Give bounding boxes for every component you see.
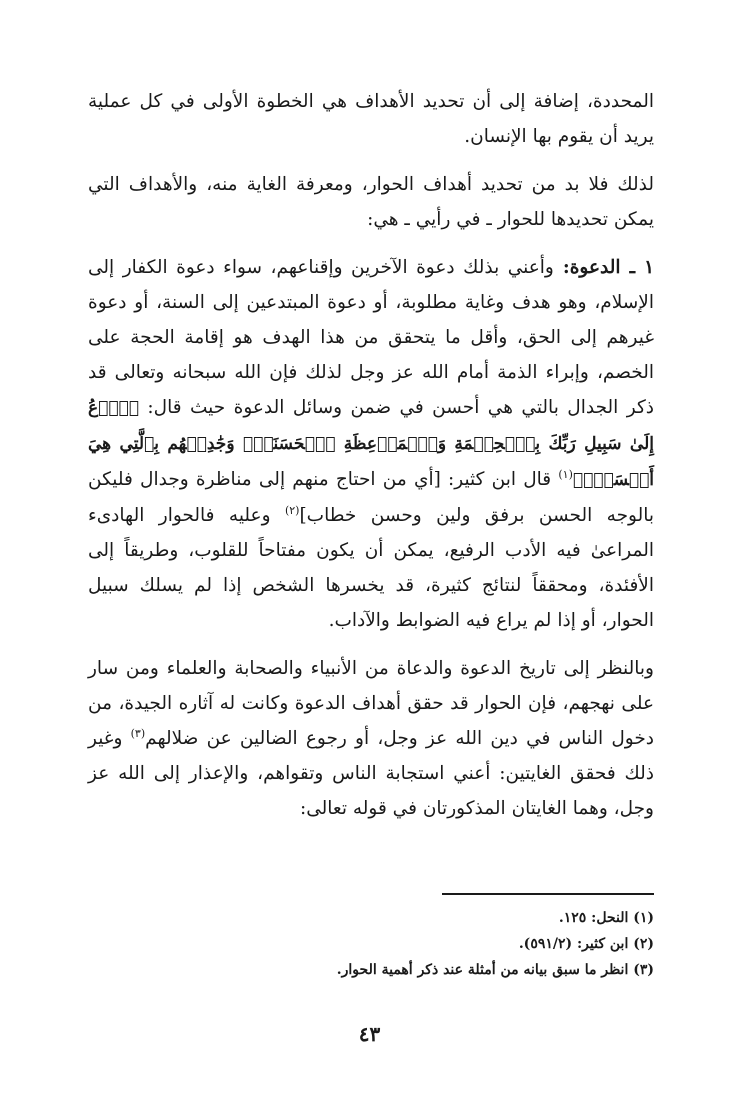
footnote-ref-1: (١) [558, 467, 573, 481]
paragraph-intro-continuation [88, 84, 654, 154]
text-segment: وبالنظر إلى تاريخ الدعوة والدعاة من الأنبياء والصحابة والعلماء ومن سار على نهجهم، فإن الحوار قد حقق أهداف الدعوة وكانت له آثاره الجيدة، من دخول الناس في دين الله عز وجل، أو رجوع الضالين عن ضلالهم [88, 658, 655, 749]
footnote-2: (٢) ابن كثير: (٥٩١/٢). [518, 936, 654, 952]
footnote-divider [442, 893, 654, 895]
footnote-ref-2: (٢) [284, 503, 300, 517]
footnote-1: (١) النحل: ١٢٥. [558, 910, 654, 926]
page-number: ٤٣ [358, 1022, 381, 1046]
footnote-ref-3: (٣) [130, 726, 146, 740]
quran-verse: ﴿ٱدۡعُ إِلَىٰ سَبِيلِ رَبِّكَ بِٱلۡحِكۡمَةِ وَٱلۡمَوۡعِظَةِ ٱلۡحَسَنَةِۖ وَجَٰدِلۡهُم بِٱلَّتِي هِيَ أَحۡسَنُۚ﴾ [88, 398, 654, 490]
text-segment: قال ابن كثير: [أي من احتاج منهم إلى مناظرة وجدال فليكن بالوجه الحسن برفق ولين وحسن خطاب] [88, 469, 654, 526]
text-segment: المحددة، إضافة إلى أن تحديد الأهداف هي الخطوة الأولى في كل عملية يريد أن يقوم بها الإنسان. [88, 91, 654, 147]
paragraph-history [88, 651, 654, 826]
section-heading-dawah: ١ ـ الدعوة: [553, 257, 654, 278]
paragraph-goals-intro [88, 167, 654, 237]
paragraph-dawah [88, 250, 654, 638]
footnote-3: (٣) انظر ما سبق بيانه من أمثلة عند ذكر أهمية الحوار. [336, 962, 654, 978]
text-segment: وغير ذلك فحقق الغايتين: أعني استجابة الناس وتقواهم، والإعذار إلى الله عز وجل، وهما الغايتان المذكورتان في قوله تعالى: [88, 728, 654, 819]
text-segment: وعليه فالحوار الهادىء المراعىٰ فيه الأدب الرفيع، يمكن أن يكون مفتاحاً للقلوب، وطريقاً إلى الأفئدة، ومحققاً لنتائج كثيرة، قد يخسرها الشخص إذا لم يسلك سبيل الحوار، أو إذا لم يراع فيه الضوابط والآداب. [88, 505, 654, 631]
footnotes [88, 905, 654, 983]
main-text [88, 84, 654, 839]
text-segment: وأعني بذلك دعوة الآخرين وإقناعهم، سواء دعوة الكفار إلى الإسلام، وهو هدف وغاية مطلوبة، أو دعوة المبتدعين إلى السنة، أو دعوة غيرهم إلى الحق، وأقل ما يتحقق من هذا الهدف هو إقامة الحجة على الخصم، وإبراء الذمة أمام الله عز وجل لذلك فإن الله سبحانه وتعالى قد ذكر الجدال بالتي هي أحسن في ضمن وسائل الدعوة حيث قال: [88, 257, 654, 418]
text-segment: لذلك فلا بد من تحديد أهداف الحوار، ومعرفة الغاية منه، والأهداف التي يمكن تحديدها للحوار ـ في رأيي ـ هي: [88, 174, 654, 230]
